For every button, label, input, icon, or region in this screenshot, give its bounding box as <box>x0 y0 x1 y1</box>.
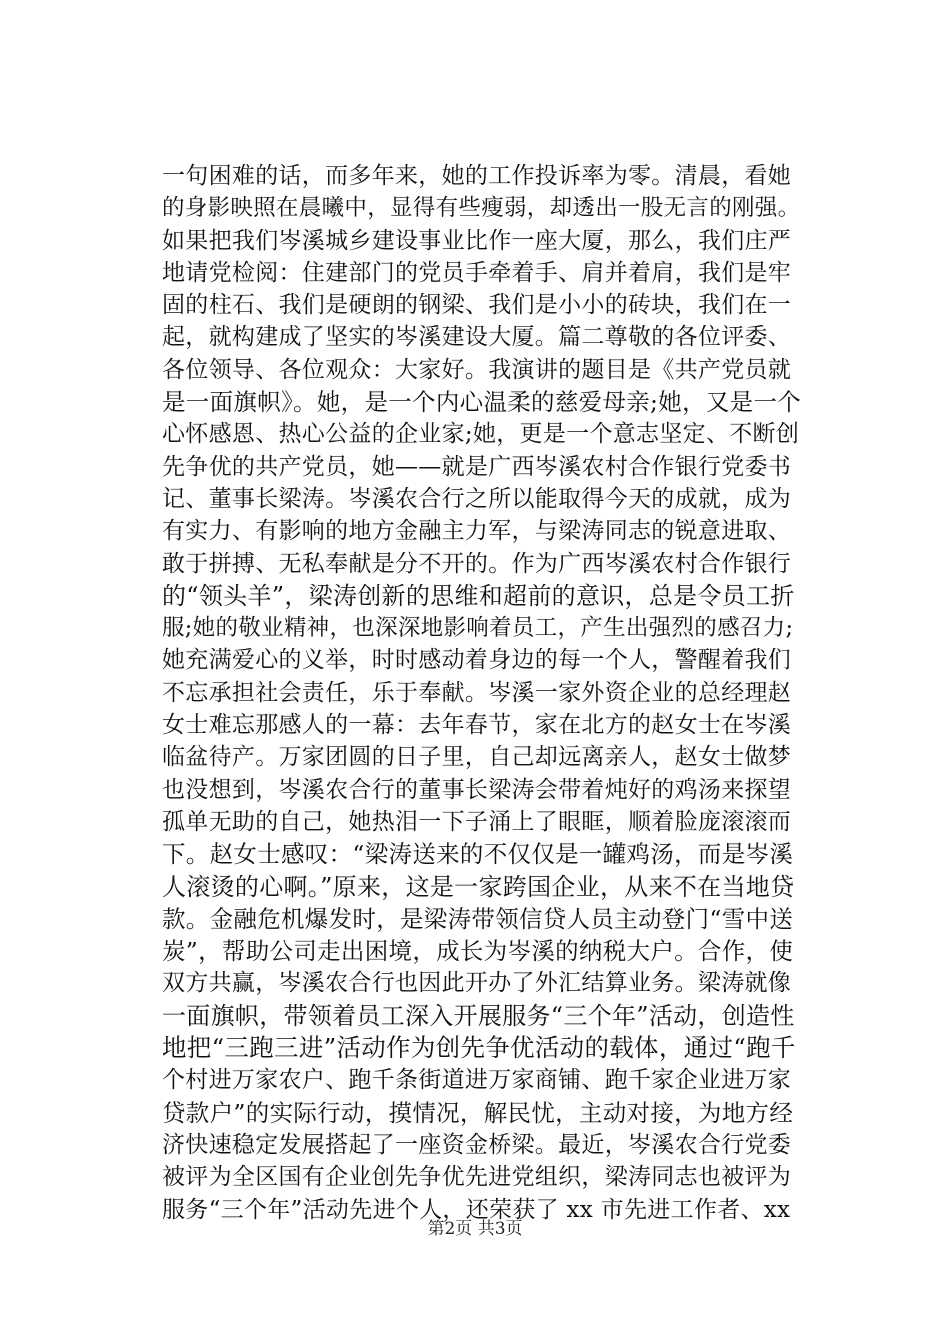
text-line: 款。金融危机爆发时，是梁涛带领信贷人员主动登门“雪中送 <box>162 904 794 933</box>
text-line: 固的柱石、我们是硬朗的钢梁、我们是小小的砖块，我们在一 <box>162 292 792 319</box>
text-line: 一面旗帜，带领着员工深入开展服务“三个年”活动，创造性 <box>162 1001 795 1030</box>
text-line: 的“领头羊”，梁涛创新的思维和超前的意识，总是令员工折 <box>162 581 795 610</box>
text-line: 敢于拼搏、无私奉献是分不开的。作为广西岑溪农村合作银行 <box>162 550 792 577</box>
text-line: 地把“三跑三进”活动作为创先争优活动的载体，通过“跑千 <box>162 1033 796 1063</box>
text-line: 的身影映照在晨曦中，显得有些瘦弱，却透出一股无言的刚强。 <box>162 195 801 222</box>
text-line: 双方共赢，岑溪农合行也因此开办了外汇结算业务。梁涛就像 <box>162 970 792 997</box>
text-line: 不忘承担社会责任，乐于奉献。岑溪一家外资企业的总经理赵 <box>162 679 792 706</box>
text-line: 起，就构建成了坚实的岑溪建设大厦。篇二尊敬的各位评委、 <box>162 324 792 351</box>
text-line: 如果把我们岑溪城乡建设事业比作一座大厦，那么，我们庄严 <box>162 227 792 254</box>
text-line: 有实力、有影响的地方金融主力军，与梁涛同志的锐意进取、 <box>162 518 792 545</box>
text-line: 服;她的敬业精神，也深深地影响着员工，产生出强烈的感召力; <box>162 615 794 642</box>
text-line: 服务“三个年”活动先进个人，还荣获了 xx 市先进工作者、xx <box>162 1196 791 1223</box>
text-line: 是一面旗帜》。她，是一个内心温柔的慈爱母亲;她，又是一个 <box>162 388 802 417</box>
text-line: 个村进万家农户、跑千条街道进万家商铺、跑千家企业进万家 <box>162 1067 792 1094</box>
text-line: 济快速稳定发展搭起了一座资金桥梁。最近，岑溪农合行党委 <box>162 1131 792 1158</box>
text-line: 被评为全区国有企业创先争优先进党组织，梁涛同志也被评为 <box>162 1164 792 1191</box>
body-text <box>162 160 802 1226</box>
text-line: 也没想到，岑溪农合行的董事长梁涛会带着炖好的鸡汤来探望 <box>162 776 792 803</box>
text-line: 一句困难的话，而多年来，她的工作投诉率为零。清晨，看她 <box>162 163 792 189</box>
text-line: 她充满爱心的义举，时时感动着身边的每一个人，警醒着我们 <box>162 647 792 674</box>
text-line: 贷款户”的实际行动，摸情况，解民忧，主动对接，为地方经 <box>162 1098 794 1127</box>
text-line: 下。赵女士感叹：“梁涛送来的不仅仅是一罐鸡汤，而是岑溪 <box>162 840 794 869</box>
page-footer: 第2页 共3页 <box>427 1219 523 1239</box>
text-line: 心怀感恩、热心公益的企业家;她，更是一个意志坚定、不断创 <box>162 421 800 448</box>
text-line: 各位领导、各位观众：大家好。我演讲的题目是《共产党员就 <box>162 356 792 383</box>
text-line: 地请党检阅：住建部门的党员手牵着手、肩并着肩，我们是牢 <box>162 259 792 286</box>
text-line: 临盆待产。万家团圆的日子里，自己却远离亲人，赵女士做梦 <box>162 744 792 771</box>
text-line: 炭”，帮助公司走出困境，成长为岑溪的纳税大户。合作，使 <box>162 937 794 966</box>
text-line: 人滚烫的心啊。”原来，这是一家跨国企业，从来不在当地贷 <box>162 872 795 901</box>
text-line: 记、董事长梁涛。岑溪农合行之所以能取得今天的成就，成为 <box>162 485 792 512</box>
text-line: 女士难忘那感人的一幕：去年春节，家在北方的赵女士在岑溪 <box>162 712 792 739</box>
text-line: 先争优的共产党员，她——就是广西岑溪农村合作银行党委书 <box>162 453 792 480</box>
text-line: 孤单无助的自己，她热泪一下子涌上了眼眶，顺着脸庞滚滚而 <box>162 808 792 835</box>
